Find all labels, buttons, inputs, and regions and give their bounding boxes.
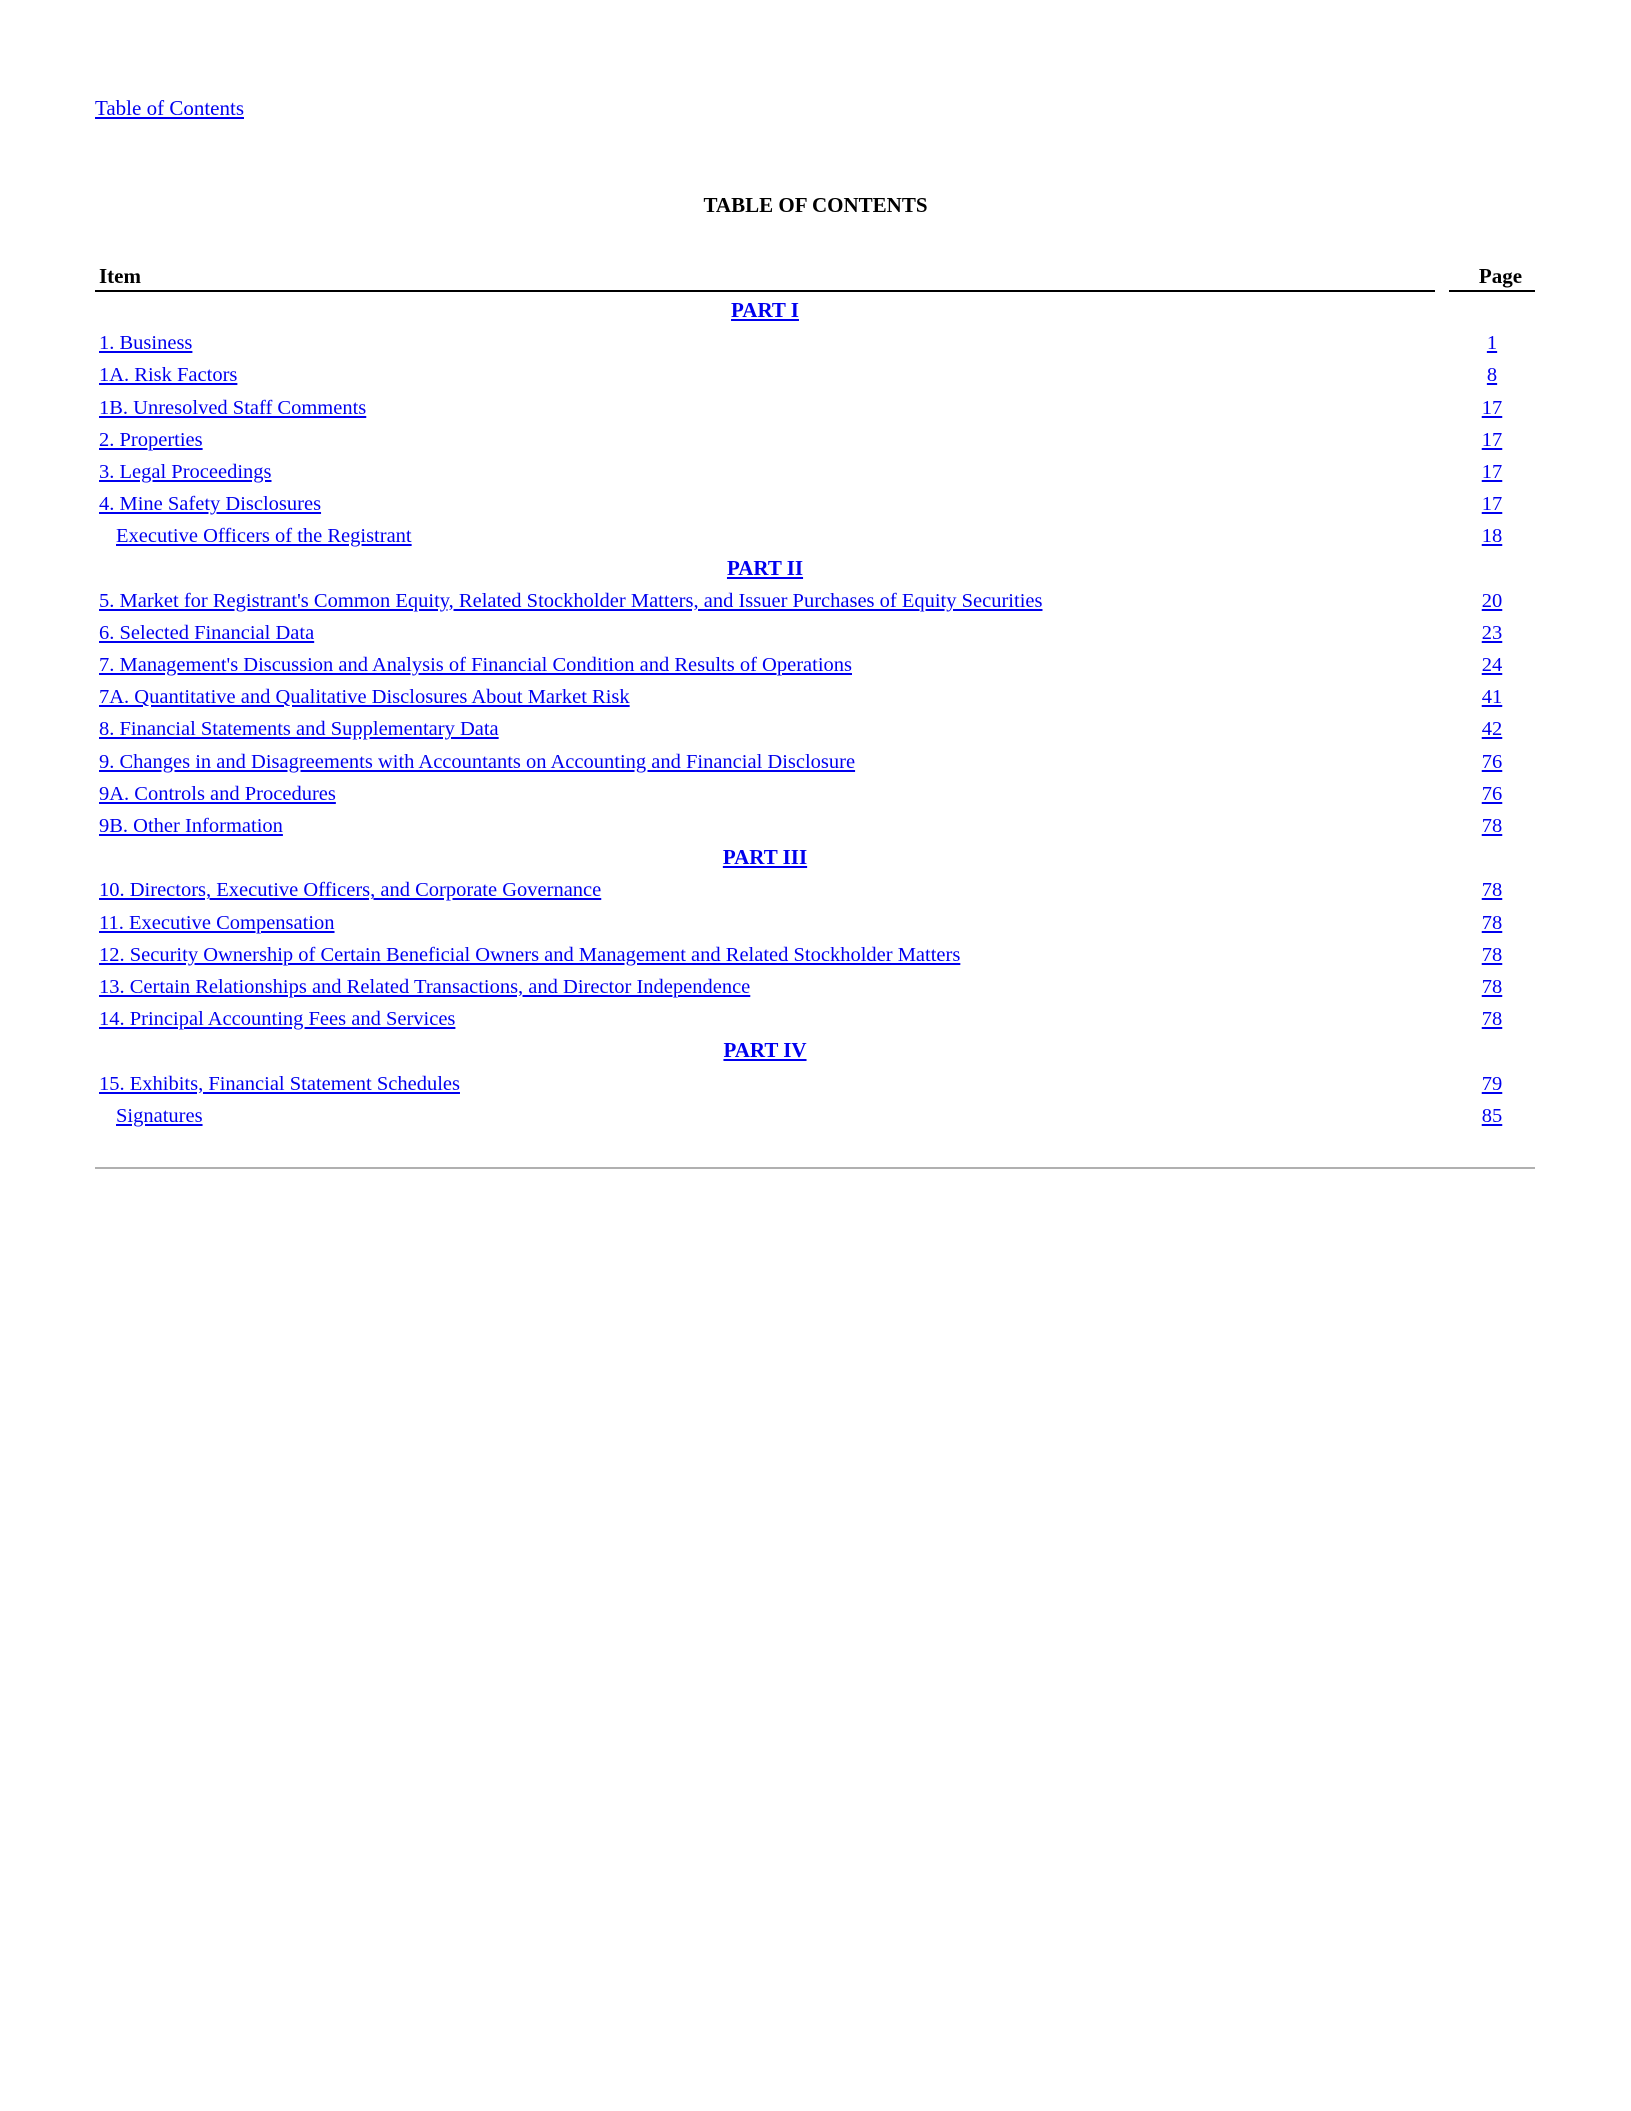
part-heading-row [95,1034,1535,1066]
toc-row [95,873,1535,905]
toc-item-link[interactable]: 3. Legal Proceedings [99,460,272,483]
toc-row [95,809,1535,841]
toc-row [95,1099,1535,1131]
toc-row [95,358,1535,390]
bottom-divider [95,1167,1535,1169]
toc-page-link[interactable]: 78 [1481,815,1503,837]
toc-row [95,712,1535,744]
part-heading-row [95,552,1535,584]
toc-row [95,1002,1535,1034]
toc-row [95,423,1535,455]
toc-row [95,584,1535,616]
toc-row [95,391,1535,423]
toc-page-link[interactable]: 85 [1481,1104,1503,1127]
toc-page-link[interactable]: 17 [1481,460,1503,483]
page-title: TABLE OF CONTENTS [703,193,928,217]
toc-page-link[interactable]: 23 [1481,621,1503,644]
toc-page-link[interactable]: 78 [1481,1008,1503,1031]
toc-item-link[interactable]: 7. Management's Discussion and Analysis of Financial Condition and Results of Operations [99,654,852,677]
toc-item-link[interactable]: 1A. Risk Factors [99,364,238,387]
toc-item-link[interactable]: 9A. Controls and Procedures [99,782,336,805]
toc-item-link[interactable]: 4. Mine Safety Disclosures [99,493,322,516]
toc-page-link[interactable]: 78 [1481,879,1503,902]
toc-item-link[interactable]: 12. Security Ownership of Certain Beneficial Owners and Management and Related Stockholder Matters [99,943,961,966]
toc-page-link[interactable]: 78 [1481,975,1503,998]
toc-page-link[interactable]: 17 [1481,396,1503,419]
toc-page-link[interactable]: 79 [1481,1072,1503,1095]
toc-row [95,326,1535,358]
toc-row [95,680,1535,712]
toc-item-link[interactable]: 11. Executive Compensation [99,911,335,934]
toc-item-link[interactable]: 15. Exhibits, Financial Statement Schedules [99,1072,460,1095]
toc-row [95,777,1535,809]
toc-page-link[interactable]: 17 [1481,428,1503,451]
toc-item-link[interactable]: 9B. Other Information [99,815,283,837]
part-heading-link[interactable]: PART IV [723,1038,807,1063]
toc-row [95,970,1535,1002]
toc-item-link[interactable]: 14. Principal Accounting Fees and Services [99,1008,456,1031]
part-heading-link[interactable]: PART III [722,845,808,870]
part-heading-link[interactable]: PART I [731,298,799,322]
toc-row [95,906,1535,938]
part-heading-link[interactable]: PART II [726,555,804,580]
header-rule-item [95,290,1435,292]
toc-row [95,745,1535,777]
toc-page-link[interactable]: 78 [1481,911,1503,934]
toc-item-link[interactable]: 6. Selected Financial Data [99,621,315,644]
toc-page-link[interactable]: 17 [1481,493,1503,516]
toc-item-link[interactable]: 10. Directors, Executive Officers, and Corporate Governance [99,879,602,902]
part-heading-row [95,841,1535,873]
toc-item-link[interactable]: Executive Officers of the Registrant [116,525,412,548]
header-rule-page [1449,290,1535,292]
toc-rows [95,294,1535,1131]
toc-page-link[interactable]: 78 [1481,943,1503,966]
toc-page-link[interactable]: 41 [1481,686,1503,709]
toc-row [95,519,1535,551]
toc-header-row [95,262,1535,292]
column-header-page: Page [1478,264,1523,288]
column-header-item: Item [99,264,141,288]
toc-page-link[interactable]: 24 [1481,654,1503,677]
toc-item-link[interactable]: 13. Certain Relationships and Related Transactions, and Director Independence [99,975,751,998]
toc-item-link[interactable]: 5. Market for Registrant's Common Equity, Related Stockholder Matters, and Issuer Purchases of Equity Securities [99,589,1043,612]
toc-page-link[interactable]: 1 [1486,332,1498,355]
toc-item-link[interactable]: 9. Changes in and Disagreements with Accountants on Accounting and Financial Disclosure [99,750,856,773]
toc-table [95,262,1535,1131]
toc-row [95,455,1535,487]
toc-item-link[interactable]: 2. Properties [99,428,203,451]
toc-row [95,487,1535,519]
toc-page-link[interactable]: 42 [1481,718,1503,741]
toc-page-link[interactable]: 18 [1481,525,1503,548]
toc-item-link[interactable]: 1. Business [99,332,193,355]
toc-row [95,938,1535,970]
toc-item-link[interactable]: 8. Financial Statements and Supplementary Data [99,718,499,741]
toc-page-link[interactable]: 8 [1486,364,1498,387]
toc-item-link[interactable]: 1B. Unresolved Staff Comments [99,396,367,419]
toc-row [95,1067,1535,1099]
toc-row [95,616,1535,648]
toc-page-link[interactable]: 76 [1481,750,1503,773]
toc-row [95,648,1535,680]
toc-item-link[interactable]: 7A. Quantitative and Qualitative Disclosures About Market Risk [99,686,630,709]
toc-page-link[interactable]: 76 [1481,782,1503,805]
toc-item-link[interactable]: Signatures [116,1104,203,1127]
table-of-contents-link[interactable]: Table of Contents [95,96,244,120]
toc-page-link[interactable]: 20 [1481,589,1503,612]
part-heading-row [95,294,1535,326]
